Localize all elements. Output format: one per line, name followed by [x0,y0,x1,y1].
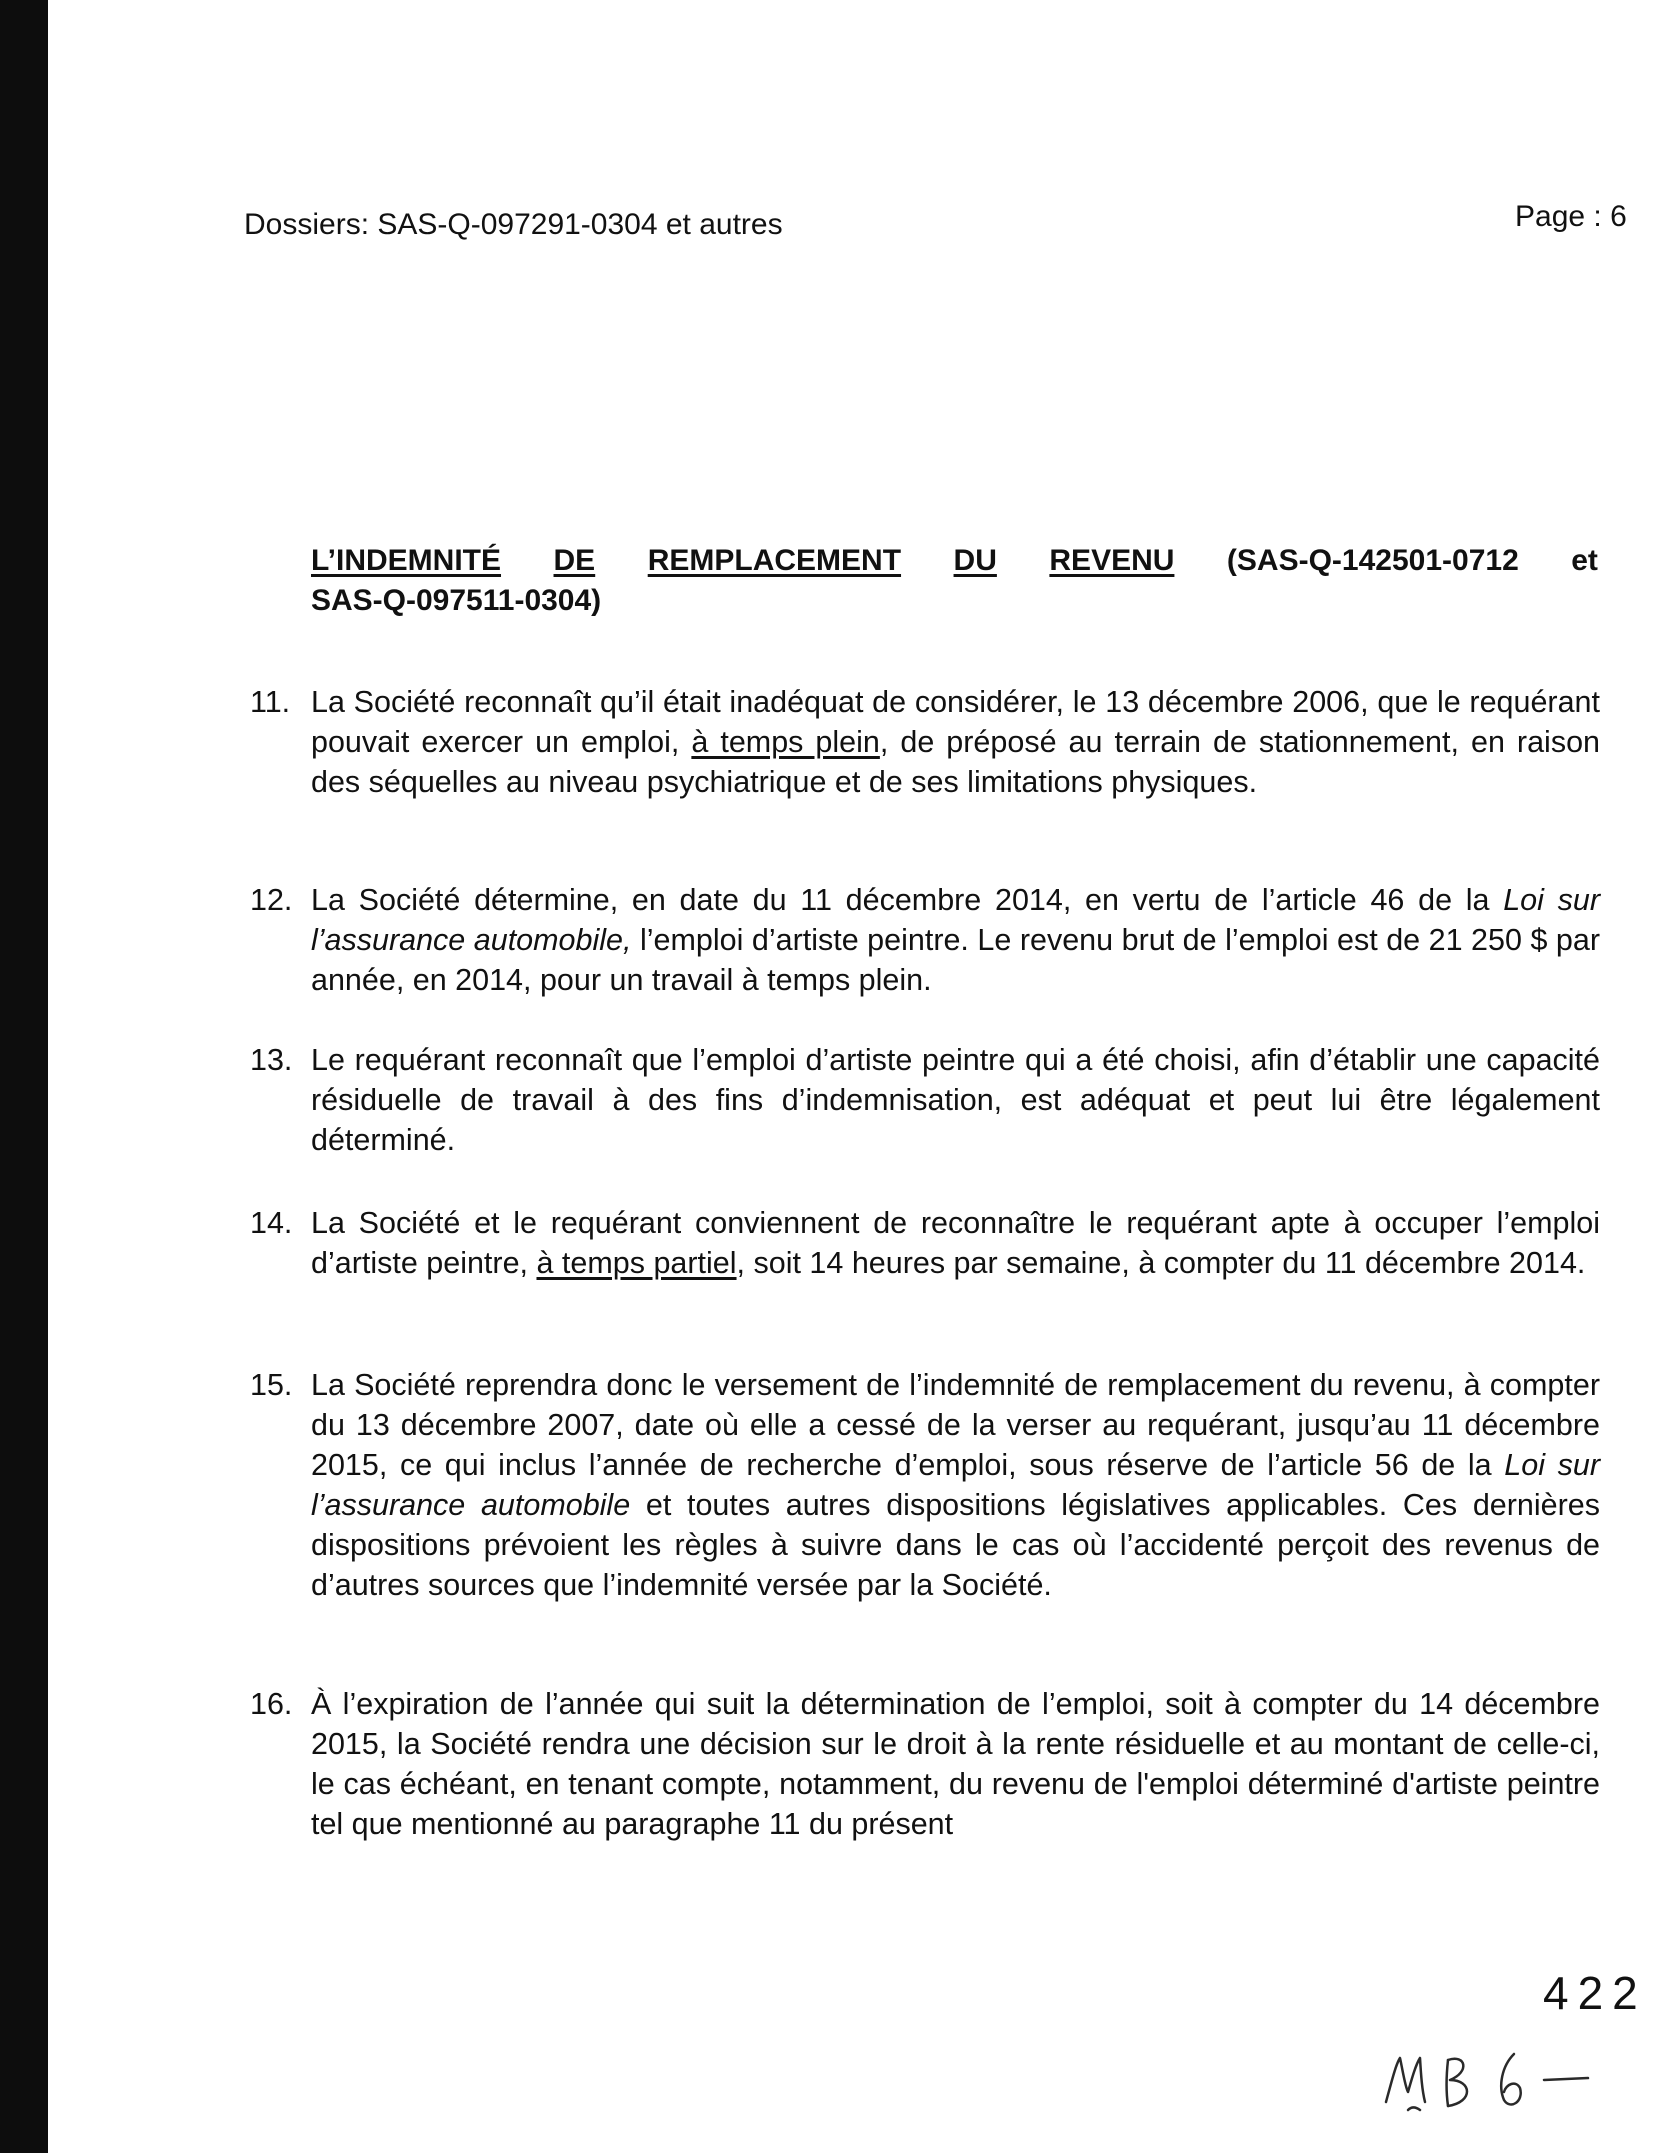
paragraph-14 [250,1203,1600,1283]
paragraph-13 [250,1040,1600,1160]
heading-word: REMPLACEMENT [647,544,902,577]
underlined-text: à temps plein [691,725,880,759]
paragraph-number: 12. [250,883,293,917]
heading-file-ref-2: SAS-Q-097511-0304) [311,584,602,617]
paragraph-12 [250,880,1600,1000]
underlined-text: à temps partiel [536,1246,737,1280]
paragraph-number: 14. [250,1206,293,1240]
paragraph-number: 16. [250,1687,293,1721]
dossier-reference: Dossiers: SAS-Q-097291-0304 et autres [244,208,783,241]
page-number: Page : 6 [1515,200,1627,233]
paragraph-11 [250,682,1600,802]
paragraph-body: La Société reconnaît qu’il était inadéquat de considérer, le 13 décembre 2006, que le requérant pouvait exercer un emploi, à temps plein, de préposé au terrain de stationnement, en raison des séquelles au niveau psychiatrique et de ses limitations physiques. [311,685,1600,799]
paragraph-body: La Société détermine, en date du 11 décembre 2014, en vertu de l’article 46 de la Loi sur l’assurance automobile, l’emploi d’artiste peintre. Le revenu brut de l’emploi est de 21 250 $ par année, en 2014, pour un travail à temps plein. [311,883,1600,997]
paragraph-number: 11. [250,685,291,719]
paragraph-15 [250,1365,1600,1605]
paragraph-body: À l’expiration de l’année qui suit la détermination de l’emploi, soit à compter du 14 décembre 2015, la Société rendra une décision sur le droit à la rente résiduelle et au montant de celle-ci, le cas échéant, en tenant compte, notamment, du revenu de l'emploi déterminé d'artiste peintre tel que mentionné au paragraphe 11 du présent [311,1687,1600,1841]
law-title: Loi sur l’assurance automobile [311,1448,1601,1522]
heading-word: DE [553,544,596,577]
paragraph-body: La Société reprendra donc le versement de l’indemnité de remplacement du revenu, à compter du 13 décembre 2007, date où elle a cessé de la verser au requérant, jusqu’au 11 décembre 2015, ce qui inclus l’année de recherche d’emploi, sous réserve de l’article 56 de la Loi sur l’assurance automobile et toutes autres dispositions législatives applicables. Ces dernières dispositions prévoient les règles à suivre dans le cas où l’accidenté perçoit des revenus de d’autres sources que l’indemnité versée par la Société. [311,1368,1601,1602]
heading-conjunction: et [1571,544,1598,577]
heading-word: L’INDEMNITÉ [311,544,502,577]
paragraph-16 [250,1684,1600,1844]
heading-word: REVENU [1049,544,1175,577]
stamped-page-number: 422 [1543,1967,1647,2019]
section-heading [311,541,1598,621]
heading-file-ref-1: (SAS-Q-142501-0712 [1226,544,1519,577]
handwritten-initials [1378,2030,1598,2120]
law-title: Loi sur l’assurance automobile, [311,883,1600,957]
paragraph-body: La Société et le requérant conviennent de reconnaître le requérant apte à occuper l’emploi d’artiste peintre, à temps partiel, soit 14 heures par semaine, à compter du 11 décembre 2014. [311,1206,1600,1280]
paragraph-number: 15. [250,1368,293,1402]
paragraph-number: 13. [250,1043,293,1077]
paragraph-body: Le requérant reconnaît que l’emploi d’artiste peintre qui a été choisi, afin d’établir une capacité résiduelle de travail à des fins d’indemnisation, est adéquat et peut lui être légalement déterminé. [311,1043,1600,1157]
scan-left-edge [0,0,48,2153]
heading-word: DU [953,544,997,577]
